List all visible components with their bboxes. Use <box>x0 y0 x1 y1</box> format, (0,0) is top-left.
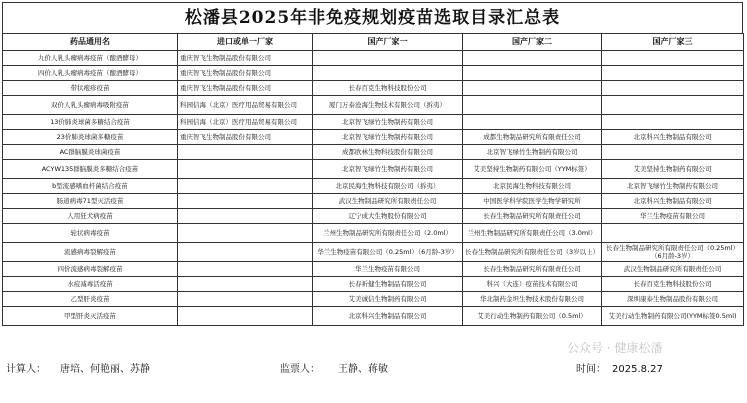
manufacturer-cell: 重庆智飞生物制品股份有限公司 <box>178 130 313 145</box>
manufacturer-cell <box>178 292 313 307</box>
manufacturer-cell <box>178 209 313 224</box>
drug-name-cell: 双价人乳头瘤病毒吸附疫苗 <box>3 96 178 115</box>
manufacturer-cell <box>313 66 463 81</box>
header-domestic-2: 国产厂家二 <box>463 34 602 51</box>
drug-name-cell: ACYW135群脑膜炎多糖结合疫苗 <box>3 160 178 179</box>
manufacturer-cell <box>178 224 313 243</box>
manufacturer-cell: 北京智飞绿竹生物制药有限公司 <box>313 160 463 179</box>
manufacturer-cell <box>602 224 744 243</box>
drug-name-cell: 九价人乳头瘤病毒疫苗（酿酒酵母） <box>3 51 178 66</box>
table-row <box>3 292 744 307</box>
manufacturer-cell <box>463 66 602 81</box>
vaccine-table <box>2 33 744 326</box>
drug-name-cell: 轮状病毒疫苗 <box>3 224 178 243</box>
manufacturer-cell <box>178 160 313 179</box>
table-row <box>3 130 744 145</box>
table-row <box>3 81 744 96</box>
manufacturer-cell: 北京科兴生物制品有限公司 <box>602 130 744 145</box>
manufacturer-cell: 长春生物制品研究所有限责任公司 <box>463 262 602 277</box>
manufacturer-cell: 武汉生物制品研究所有限责任公司 <box>313 194 463 209</box>
time-label: 时间： <box>576 364 606 375</box>
manufacturer-cell: 重庆智飞生物制品股份有限公司 <box>178 66 313 81</box>
table-row <box>3 243 744 262</box>
manufacturer-cell: 艾美诚信生物制药有限公司 <box>313 292 463 307</box>
manufacturer-cell <box>463 81 602 96</box>
manufacturer-cell: 深圳康泰生物制品股份有限公司 <box>602 292 744 307</box>
manufacturer-cell: 兰州生物制品研究所有限责任公司（3.0ml） <box>463 224 602 243</box>
manufacturer-cell <box>602 145 744 160</box>
table-row <box>3 194 744 209</box>
manufacturer-cell: 北京民海生物科技有限公司 <box>463 179 602 194</box>
table-row <box>3 209 744 224</box>
table-row <box>3 224 744 243</box>
drug-name-cell: 四价流感病毒裂解疫苗 <box>3 262 178 277</box>
manufacturer-cell: 科兴（大连）疫苗技术有限公司 <box>463 277 602 292</box>
calculator-names: 唐培、何艳丽、苏静 <box>60 364 150 375</box>
manufacturer-cell <box>602 115 744 130</box>
manufacturer-cell <box>178 194 313 209</box>
manufacturer-cell <box>602 66 744 81</box>
drug-name-cell: 23价肺炎球菌多糖疫苗 <box>3 130 178 145</box>
drug-name-cell: 乙型肝炎疫苗 <box>3 292 178 307</box>
manufacturer-cell: 北京科兴生物制品有限公司 <box>313 307 463 326</box>
manufacturer-cell: 华兰生物疫苗有限公司（0.25ml）（6月龄-3岁） <box>313 243 463 262</box>
table-row <box>3 145 744 160</box>
header-domestic-1: 国产厂家一 <box>313 34 463 51</box>
manufacturer-cell: 北京科兴生物制品有限公司 <box>602 194 744 209</box>
manufacturer-cell: 华兰生物疫苗有限公司 <box>602 209 744 224</box>
manufacturer-cell <box>178 277 313 292</box>
manufacturer-cell: 中国医学科学院医学生物学研究所 <box>463 194 602 209</box>
manufacturer-cell: 长春生物制品研究所有限责任公司（3岁以上） <box>463 243 602 262</box>
manufacturer-cell: 重庆智飞生物制品股份有限公司 <box>178 81 313 96</box>
manufacturer-cell: 武汉生物制品研究所有限责任公司 <box>602 262 744 277</box>
manufacturer-cell <box>178 145 313 160</box>
manufacturer-cell: 厦门万泰沧海生物技术有限公司（拆夷） <box>313 96 463 115</box>
manufacturer-cell: 华兰生物疫苗有限公司 <box>313 262 463 277</box>
manufacturer-cell <box>602 51 744 66</box>
sheet-title: 松潘县2025年非免疫规划疫苗选取目录汇总表 <box>2 2 743 33</box>
table-row <box>3 160 744 179</box>
drug-name-cell: 13价肺炎球菌多糖结合疫苗 <box>3 115 178 130</box>
table-row <box>3 277 744 292</box>
table-row <box>3 179 744 194</box>
drug-name-cell: b型流感嗜血杆菌结合疫苗 <box>3 179 178 194</box>
manufacturer-cell: 艾美行动生物制药有限公司（0.5ml） <box>463 307 602 326</box>
manufacturer-cell: 长春生物制品研究所有限责任公司 <box>463 209 602 224</box>
drug-name-cell: 带状疱疹疫苗 <box>3 81 178 96</box>
manufacturer-cell <box>463 51 602 66</box>
manufacturer-cell: 长春百克生物科技股份公司 <box>602 277 744 292</box>
table-row <box>3 262 744 277</box>
table-row <box>3 96 744 115</box>
table-row <box>3 66 744 81</box>
manufacturer-cell: 兰州生物制品研究所有限责任公司（2.0ml） <box>313 224 463 243</box>
manufacturer-cell <box>178 179 313 194</box>
manufacturer-cell: 北京智飞绿竹生物制药有限公司 <box>313 130 463 145</box>
manufacturer-cell: 长春百克生物科技股份公司 <box>313 81 463 96</box>
header-import-single: 进口或单一厂家 <box>178 34 313 51</box>
table-row <box>3 51 744 66</box>
drug-name-cell: AC群脑膜炎球菌疫苗 <box>3 145 178 160</box>
drug-name-cell: 四价人乳头瘤病毒疫苗（酿酒酵母） <box>3 66 178 81</box>
manufacturer-cell: 科园信海（北京）医疗用品贸易有限公司 <box>178 115 313 130</box>
manufacturer-cell: 北京民海生物科技有限公司（拆夷） <box>313 179 463 194</box>
manufacturer-cell: 北京智飞绿竹生物制药有限公司 <box>463 145 602 160</box>
manufacturer-cell <box>463 115 602 130</box>
calculator-label: 计算人： <box>6 364 46 375</box>
drug-name-cell: 流感病毒裂解疫苗 <box>3 243 178 262</box>
manufacturer-cell: 华北制药金坦生物技术股份有限公司 <box>463 292 602 307</box>
manufacturer-cell <box>178 262 313 277</box>
manufacturer-cell: 艾美坚持生物制药有限公司 <box>602 160 744 179</box>
manufacturer-cell <box>602 81 744 96</box>
spreadsheet <box>2 2 743 326</box>
supervisor-names: 王静、蒋敏 <box>338 364 388 375</box>
manufacturer-cell <box>178 307 313 326</box>
manufacturer-cell: 长春祈健生物制品有限公司 <box>313 277 463 292</box>
manufacturer-cell: 重庆智飞生物制品股份有限公司 <box>178 51 313 66</box>
header-domestic-3: 国产厂家三 <box>602 34 744 51</box>
manufacturer-cell: 科园信海（北京）医疗用品贸易有限公司 <box>178 96 313 115</box>
supervisor-label: 监票人： <box>280 364 320 375</box>
drug-name-cell: 甲型肝炎灭活疫苗 <box>3 307 178 326</box>
manufacturer-cell <box>602 96 744 115</box>
drug-name-cell: 肠道病毒71型灭活疫苗 <box>3 194 178 209</box>
manufacturer-cell: 艾美坚持生物制药有限公司（YYM标签） <box>463 160 602 179</box>
drug-name-cell: 人用狂犬病疫苗 <box>3 209 178 224</box>
manufacturer-cell <box>178 243 313 262</box>
manufacturer-cell: 艾美行动生物制药有限公司(YYM标签0.5ml) <box>602 307 744 326</box>
drug-name-cell: 水痘减毒活疫苗 <box>3 277 178 292</box>
manufacturer-cell: 北京智飞绿竹生物制药有限公司 <box>602 179 744 194</box>
header-drug-name: 药品通用名 <box>3 34 178 51</box>
manufacturer-cell: 北京智飞绿竹生物制药有限公司 <box>313 115 463 130</box>
manufacturer-cell <box>313 51 463 66</box>
manufacturer-cell: 长春生物制品研究所有限责任公司（0.25ml）（6月龄-3岁） <box>602 243 744 262</box>
manufacturer-cell: 辽宁成大生物股份有限公司 <box>313 209 463 224</box>
manufacturer-cell <box>463 96 602 115</box>
manufacturer-cell: 成都欧林生物科技股份有限公司 <box>313 145 463 160</box>
table-row <box>3 115 744 130</box>
table-row <box>3 307 744 326</box>
header-row <box>3 34 744 51</box>
watermark: 公众号 · 健康松潘 <box>567 341 663 355</box>
footer <box>2 360 743 380</box>
manufacturer-cell: 成都生物制品研究所有限责任公司 <box>463 130 602 145</box>
time-value: 2025.8.27 <box>612 364 663 375</box>
